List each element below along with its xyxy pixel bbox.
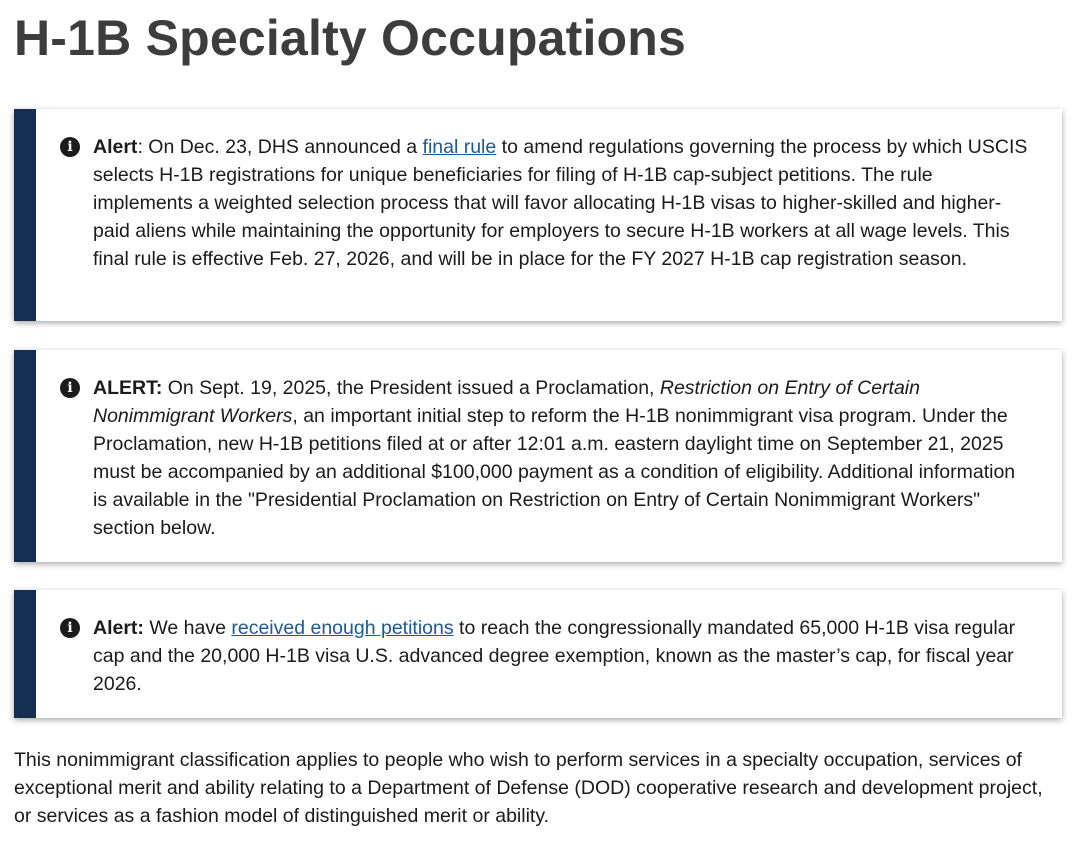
alert-label: ALERT: [93,377,163,399]
alert-label-separator: : [137,136,149,158]
alert-text [93,133,1032,273]
intro-paragraph: This nonimmigrant classification applies to people who wish to perform services in a specialty occupation, services of exceptional merit and ability relating to a Department of Defense (DOD) cooperative research and development project, or services as a fashion model of distinguished merit or ability. [14,749,1043,827]
alert-label: Alert: [93,617,144,639]
alert-text-part: On Sept. 19, 2025, the President issued a Proclamation, [162,377,660,399]
alert-final-rule [14,109,1062,321]
alert-text-part: We have [143,617,232,639]
alert-text-part: to reach the congressionally mandated 65,000 H-1B visa regular cap and the 20,000 H-1B visa U.S. advanced degree exemption, known as the master’s cap, for fiscal year 2026. [93,617,1016,695]
proclamation-title: Restriction on Entry of Certain Nonimmigrant Workers [93,377,920,427]
alert-text [93,374,1032,542]
alert-text [93,614,1032,698]
final-rule-link[interactable]: final rule [422,136,497,158]
alert-label: Alert [93,136,138,158]
page-title: H-1B Specialty Occupations [14,10,687,66]
alert-text-part: , an important initial step to reform the H-1B nonimmigrant visa program. Under the Proclamation, new H-1B petitions filed at or after 12:01 a.m. eastern daylight time on September 21, 2025 must be accompanied by an additional $100,000 payment as a condition of eligibility. Additional information is available in the "Presidential Proclamation on Restriction on Entry of Certain Nonimmigrant Workers" section below. [93,405,1016,539]
info-icon: i [60,137,80,157]
info-icon: i [60,378,80,398]
alert-proclamation [14,350,1062,562]
alert-text-part: to amend regulations governing the process by which USCIS selects H-1B registrations for unique beneficiaries for filing of H-1B cap-subject petitions. The rule implements a weighted selection process that will favor allocating H-1B visas to higher-skilled and higher-paid aliens while maintaining the opportunity for employers to secure H-1B workers at all wage levels. This final rule is effective Feb. 27, 2026, and will be in place for the FY 2027 H-1B cap registration season. [93,136,1028,270]
info-icon: i [60,618,80,638]
received-enough-petitions-link[interactable]: received enough petitions [231,617,454,639]
alert-cap-reached [14,590,1062,718]
alert-text-part: On Dec. 23, DHS announced a [148,136,423,158]
